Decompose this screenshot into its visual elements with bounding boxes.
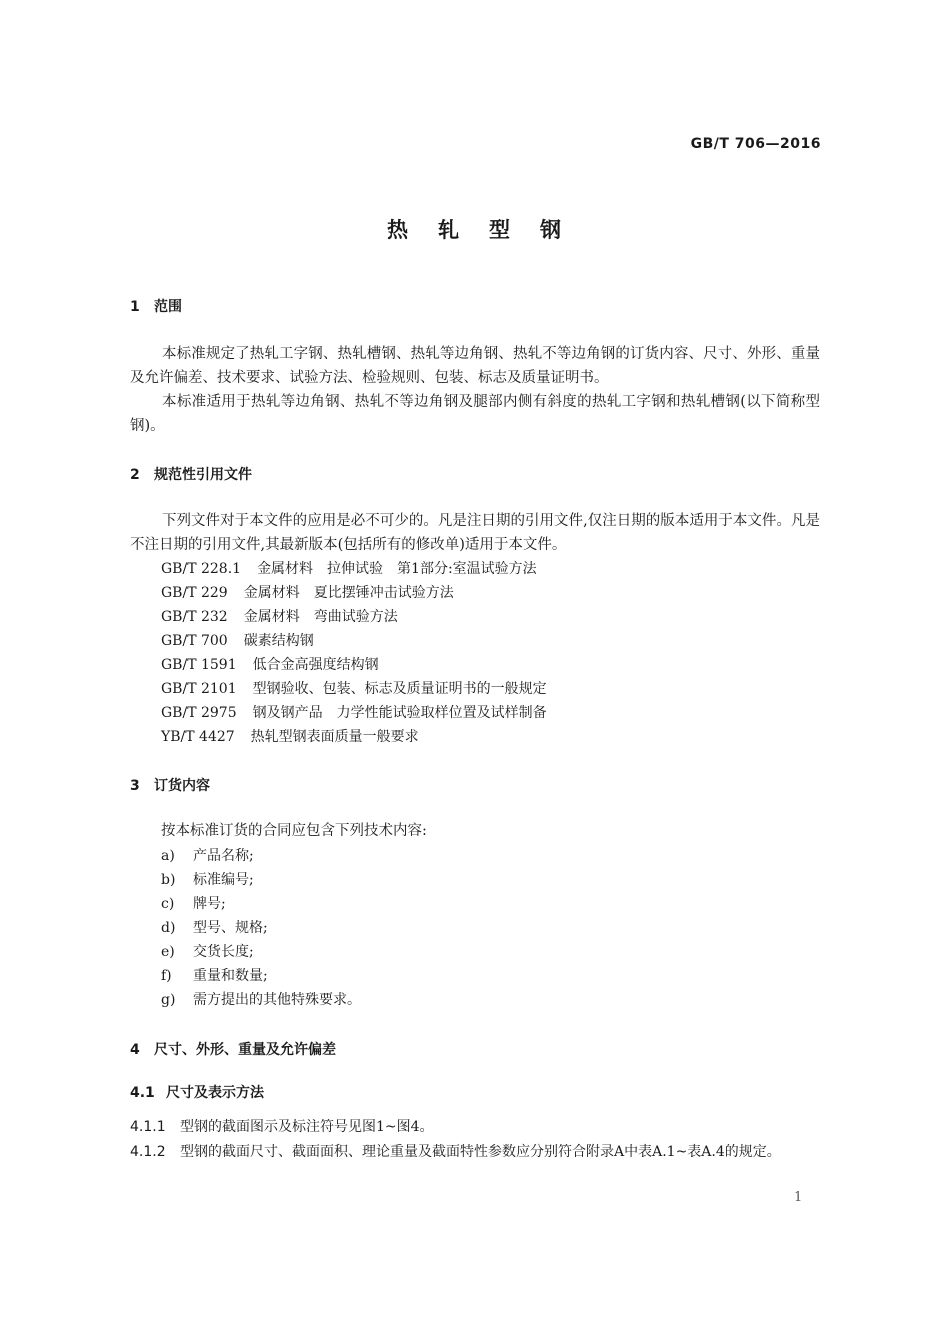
reference-item xyxy=(161,558,537,578)
section-heading-4 xyxy=(130,1039,336,1059)
section-heading-2 xyxy=(130,464,252,484)
page-number: 1 xyxy=(794,1190,803,1205)
list-text: 重量和数量; xyxy=(193,968,268,984)
reference-code: GB/T 700 xyxy=(161,633,228,649)
title-char: 轧 xyxy=(438,218,461,242)
section-heading-1 xyxy=(130,296,182,316)
list-item xyxy=(161,893,226,913)
list-label: e) xyxy=(161,944,175,960)
reference-title: 金属材料 弯曲试验方法 xyxy=(243,609,398,625)
ordering-intro: 按本标准订货的合同应包含下列技术内容: xyxy=(161,823,427,839)
reference-item xyxy=(161,702,547,722)
reference-title: 型钢验收、包装、标志及质量证明书的一般规定 xyxy=(252,681,547,697)
list-label: f) xyxy=(161,968,172,984)
section-title: 范围 xyxy=(154,299,182,315)
clause-text: 型钢的截面图示及标注符号见图1~图4。 xyxy=(180,1119,434,1135)
section-title: 规范性引用文件 xyxy=(154,467,252,483)
reference-item xyxy=(161,582,454,602)
list-item xyxy=(161,965,268,985)
list-text: 型号、规格; xyxy=(193,920,268,936)
standard-code: GB/T 706—2016 xyxy=(690,136,821,152)
reference-code: YB/T 4427 xyxy=(161,729,235,745)
reference-code: GB/T 229 xyxy=(161,585,228,601)
list-text: 牌号; xyxy=(193,896,226,912)
list-label: b) xyxy=(161,872,176,888)
references-intro: 下列文件对于本文件的应用是必不可少的。凡是注日期的引用文件,仅注日期的版本适用于本文件。凡是不注日期的引用文件,其最新版本(包括所有的修改单)适用于本文件。 xyxy=(130,513,820,553)
subsection-title: 尺寸及表示方法 xyxy=(166,1085,264,1101)
reference-code: GB/T 1591 xyxy=(161,657,237,673)
list-text: 交货长度; xyxy=(193,944,254,960)
clause-number: 4.1.2 xyxy=(130,1144,166,1160)
list-text: 产品名称; xyxy=(193,848,254,864)
reference-code: GB/T 2975 xyxy=(161,705,237,721)
list-label: a) xyxy=(161,848,175,864)
reference-title: 钢及钢产品 力学性能试验取样位置及试样制备 xyxy=(252,705,547,721)
reference-title: 热轧型钢表面质量一般要求 xyxy=(250,729,419,745)
list-label: c) xyxy=(161,896,175,912)
reference-title: 金属材料 夏比摆锤冲击试验方法 xyxy=(243,585,454,601)
subsection-number: 4.1 xyxy=(130,1085,155,1101)
list-label: d) xyxy=(161,920,176,936)
reference-code: GB/T 2101 xyxy=(161,681,237,697)
reference-item xyxy=(161,606,398,626)
subsection-heading-4-1 xyxy=(130,1082,264,1102)
reference-title: 碳素结构钢 xyxy=(243,633,314,649)
section-title: 尺寸、外形、重量及允许偏差 xyxy=(154,1042,336,1058)
clause-4-1-2 xyxy=(130,1140,820,1164)
scope-paragraph-1: 本标准规定了热轧工字钢、热轧槽钢、热轧等边角钢、热轧不等边角钢的订货内容、尺寸、外形、重量及允许偏差、技术要求、试验方法、检验规则、包装、标志及质量证明书。 xyxy=(130,346,820,386)
reference-item xyxy=(161,726,419,746)
reference-item xyxy=(161,678,547,698)
reference-title: 金属材料 拉伸试验 第1部分:室温试验方法 xyxy=(257,561,537,577)
clause-number: 4.1.1 xyxy=(130,1119,166,1135)
section-number: 1 xyxy=(130,299,140,315)
reference-item xyxy=(161,654,379,674)
clause-text: 型钢的截面尺寸、截面面积、理论重量及截面特性参数应分别符合附录A中表A.1~表A.4的规定。 xyxy=(180,1144,781,1160)
reference-code: GB/T 228.1 xyxy=(161,561,242,577)
section-title: 订货内容 xyxy=(154,778,210,794)
section-number: 2 xyxy=(130,467,140,483)
clause-4-1-1 xyxy=(130,1116,434,1136)
scope-paragraph-2: 本标准适用于热轧等边角钢、热轧不等边角钢及腿部内侧有斜度的热轧工字钢和热轧槽钢(以下简称型钢)。 xyxy=(130,394,820,434)
list-item xyxy=(161,845,254,865)
document-title xyxy=(0,214,950,244)
list-item xyxy=(161,941,254,961)
title-char: 型 xyxy=(489,218,512,242)
list-item xyxy=(161,917,268,937)
reference-title: 低合金高强度结构钢 xyxy=(252,657,379,673)
section-number: 3 xyxy=(130,778,140,794)
section-number: 4 xyxy=(130,1042,140,1058)
list-label: g) xyxy=(161,992,176,1008)
reference-item xyxy=(161,630,314,650)
list-text: 标准编号; xyxy=(193,872,254,888)
list-text: 需方提出的其他特殊要求。 xyxy=(193,992,361,1008)
title-char: 热 xyxy=(387,218,410,242)
list-item xyxy=(161,869,254,889)
reference-code: GB/T 232 xyxy=(161,609,228,625)
title-char: 钢 xyxy=(540,218,563,242)
section-heading-3 xyxy=(130,775,210,795)
list-item xyxy=(161,989,361,1009)
